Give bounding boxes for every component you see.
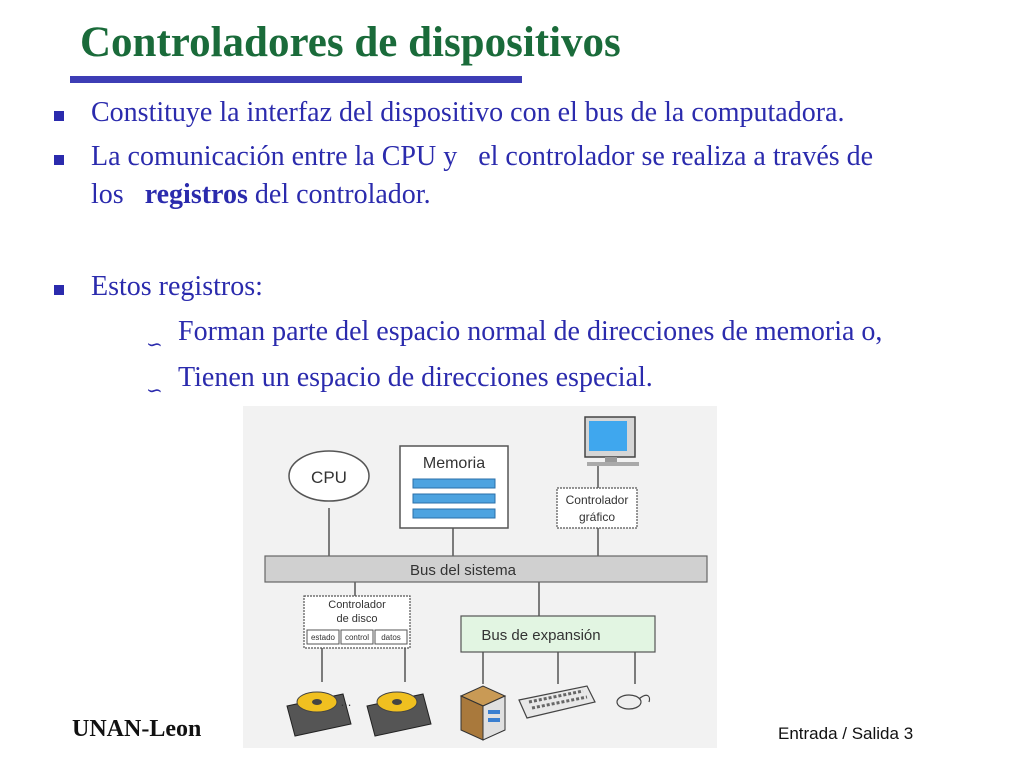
bullet-2-registros: registros [144,179,248,210]
graphics-controller-label-1: Controlador [565,493,629,507]
sub-bullet-1: Forman parte del espacio normal de direcciones de memoria o, [178,316,883,347]
title-underline [70,76,522,83]
footer-institution: UNAN-Leon [72,716,202,742]
sub-bullet-2: Tienen un espacio de direcciones especial. [178,362,653,393]
register-datos: datos [381,633,401,642]
sub-bullet-icon: ∽ [146,334,163,356]
bullet-2-rest: del controlador. [254,179,431,210]
bullet-square-icon [54,155,64,165]
bullet-2-line-2 [91,176,431,214]
register-control: control [344,633,370,642]
ellipsis-label: ... [340,694,352,709]
memory-label: Memoria [422,455,486,472]
bullet-2-los: los [91,179,124,210]
system-bus-label: Bus del sistema [410,562,516,579]
tape-drive-icon [461,686,505,740]
bullet-square-icon [54,111,64,121]
disk-controller-label-2: de disco [336,613,378,625]
graphics-controller-label-2: gráfico [578,510,616,524]
register-estado: estado [310,633,336,642]
sub-bullet-icon: ∽ [146,380,163,402]
bullet-1: Constituye la interfaz del dispositivo con el bus de la computadora. [91,97,845,128]
io-architecture-diagram [243,406,717,748]
expansion-bus-label: Bus de expansión [481,627,601,644]
bullet-square-icon [54,285,64,295]
bullet-2-line-1: La comunicación entre la CPU y el controlador se realiza a través de [91,141,874,172]
bullet-3: Estos registros: [91,271,263,302]
footer-page-label: Entrada / Salida 3 [778,724,914,743]
cpu-label: CPU [311,468,347,487]
slide-title: Controladores de dispositivos [80,19,621,66]
disk-controller-label-1: Controlador [328,599,386,611]
